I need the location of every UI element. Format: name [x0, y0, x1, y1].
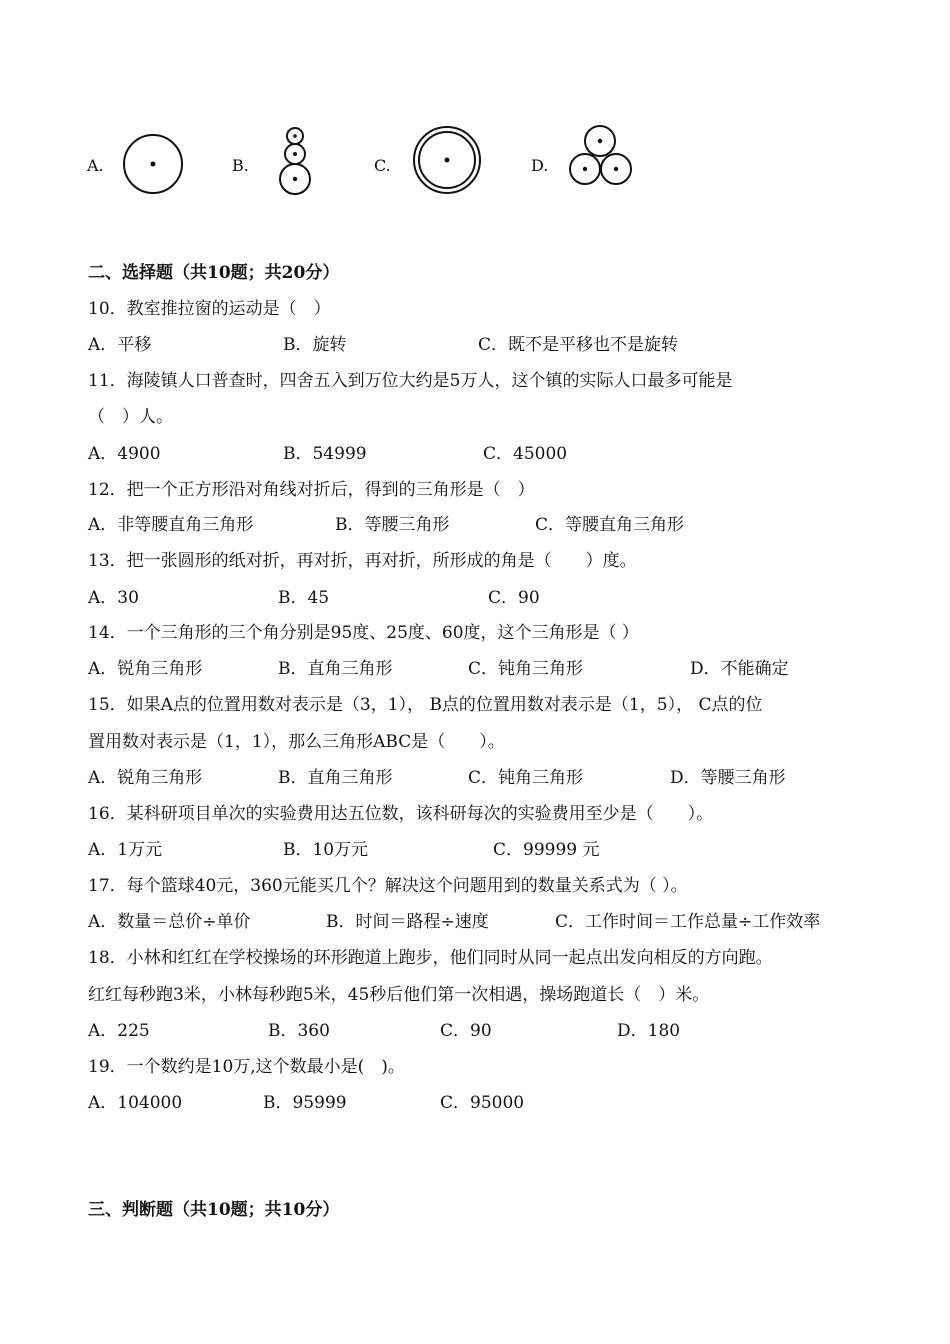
- question-10-option-c: C．既不是平移也不是旋转: [478, 335, 679, 355]
- question-17-option-c: C．工作时间＝工作总量÷工作效率: [555, 912, 821, 932]
- figure-option-b-label: B.: [232, 156, 249, 175]
- question-18-option-b: B．360: [268, 1021, 330, 1041]
- question-19-option-b: B．95999: [263, 1093, 347, 1113]
- question-14-option-d: D．不能确定: [690, 659, 789, 679]
- question-15-option-b: B．直角三角形: [278, 768, 393, 788]
- section-heading-judgement: 三、判断题（共10题；共10分）: [88, 1200, 340, 1220]
- question-11-option-b: B．54999: [283, 444, 367, 464]
- question-14-option-b: B．直角三角形: [278, 659, 393, 679]
- question-10-stem: 10．教室推拉窗的运动是（ ）: [88, 299, 331, 319]
- question-18-option-c: C．90: [440, 1021, 492, 1041]
- figure-option-a-label: A.: [87, 156, 104, 175]
- figure-option-b-circles: [278, 126, 318, 198]
- question-13-option-b: B．45: [278, 588, 330, 608]
- figure-option-c-double-circle: [411, 125, 485, 197]
- question-10-option-b: B．旋转: [283, 335, 347, 355]
- question-11-stem: 11．海陵镇人口普查时，四舍五入到万位大约是5万人，这个镇的实际人口最多可能是: [88, 371, 733, 391]
- question-16-stem: 16．某科研项目单次的实验费用达五位数，该科研每次的实验费用至少是（ ）。: [88, 804, 714, 824]
- question-14-option-a: A．锐角三角形: [88, 659, 203, 679]
- question-11-stem-continued: （ ）人。: [88, 407, 173, 427]
- question-15-stem: 15．如果A点的位置用数对表示是（3，1）， B点的位置用数对表示是（1，5）， C点的位: [88, 695, 763, 715]
- question-15-option-c: C．钝角三角形: [468, 768, 584, 788]
- question-18-stem: 18．小林和红红在学校操场的环形跑道上跑步，他们同时从同一起点出发向相反的方向跑。: [88, 948, 773, 968]
- question-19-stem: 19．一个数约是10万,这个数最小是( )。: [88, 1057, 405, 1077]
- section-heading-choice: 二、选择题（共10题；共20分）: [88, 263, 340, 283]
- question-10-option-a: A．平移: [88, 335, 152, 355]
- question-15-stem-continued: 置用数对表示是（1，1），那么三角形ABC是（ ）。: [88, 732, 505, 752]
- figure-option-a-circle: [120, 133, 190, 197]
- question-17-option-a: A．数量＝总价÷单价: [88, 912, 251, 932]
- question-18-option-d: D．180: [617, 1021, 681, 1041]
- question-13-stem: 13．把一张圆形的纸对折，再对折，再对折，所形成的角是（ ）度。: [88, 551, 637, 571]
- figure-option-d-label: D.: [531, 156, 549, 175]
- question-13-option-c: C．90: [488, 588, 540, 608]
- figure-option-c-label: C.: [374, 156, 391, 175]
- question-11-option-a: A．4900: [88, 444, 161, 464]
- question-14-stem: 14．一个三角形的三个角分别是95度、25度、60度，这个三角形是（ ）: [88, 623, 639, 643]
- question-16-option-b: B．10万元: [283, 840, 369, 860]
- question-18-option-a: A．225: [88, 1021, 150, 1041]
- question-19-option-c: C．95000: [440, 1093, 525, 1113]
- question-17-stem: 17．每个篮球40元，360元能买几个？解决这个问题用到的数量关系式为（ ）。: [88, 876, 688, 896]
- question-12-option-c: C．等腰直角三角形: [535, 515, 685, 535]
- question-13-option-a: A．30: [88, 588, 139, 608]
- question-16-option-a: A．1万元: [88, 840, 163, 860]
- figure-option-d-three-circles: [566, 124, 638, 188]
- question-12-stem: 12．把一个正方形沿对角线对折后，得到的三角形是（ ）: [88, 480, 535, 500]
- question-16-option-c: C．99999 元: [493, 840, 600, 860]
- question-19-option-a: A．104000: [88, 1093, 183, 1113]
- question-18-stem-continued: 红红每秒跑3米，小林每秒跑5米，45秒后他们第一次相遇，操场跑道长（ ）米。: [88, 985, 710, 1005]
- question-17-option-b: B．时间＝路程÷速度: [326, 912, 489, 932]
- question-11-option-c: C．45000: [483, 444, 568, 464]
- question-14-option-c: C．钝角三角形: [468, 659, 584, 679]
- question-12-option-a: A．非等腰直角三角形: [88, 515, 254, 535]
- question-15-option-a: A．锐角三角形: [88, 768, 203, 788]
- question-15-option-d: D．等腰三角形: [670, 768, 786, 788]
- question-12-option-b: B．等腰三角形: [335, 515, 450, 535]
